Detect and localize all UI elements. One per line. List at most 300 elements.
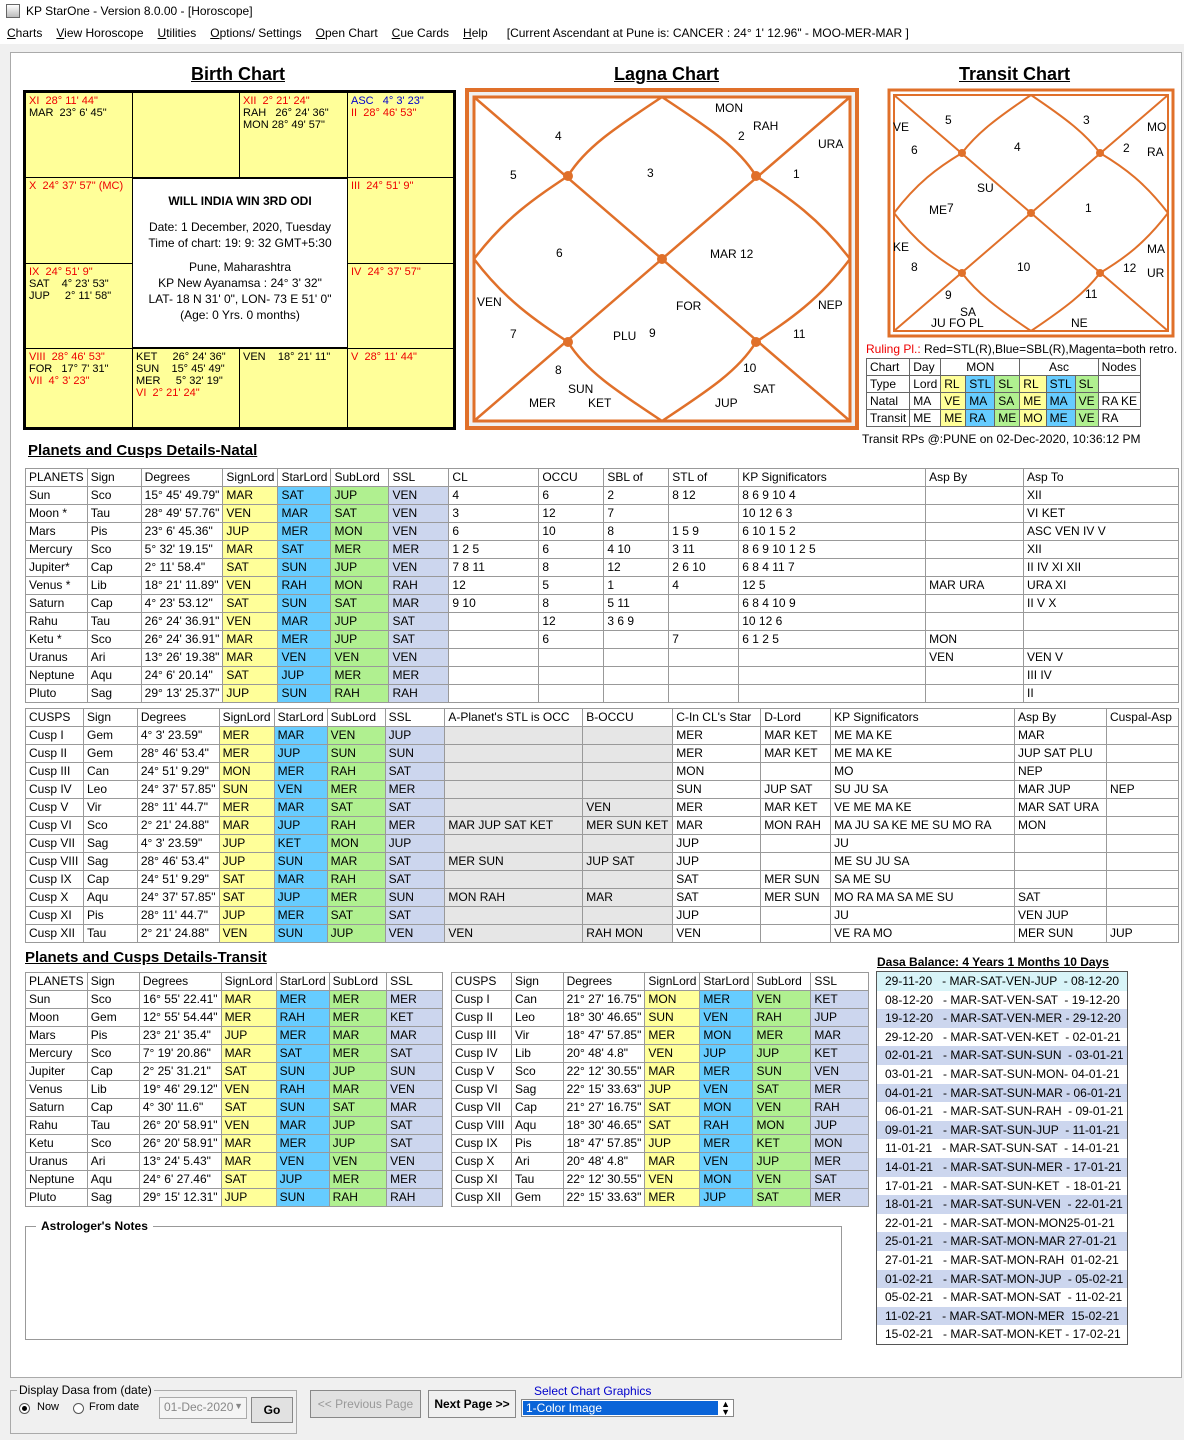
table-cell: SAT	[385, 799, 445, 817]
table-row[interactable]	[26, 781, 1179, 799]
table-row[interactable]	[452, 1135, 869, 1153]
previous-page-button[interactable]: << Previous Page	[310, 1390, 421, 1418]
table-cell: MAR JUP SAT KET	[445, 817, 583, 835]
chart-time: Time of chart: 19: 9: 32 GMT+5:30	[148, 236, 332, 250]
table-row[interactable]	[26, 799, 1179, 817]
table-row[interactable]	[452, 1009, 869, 1027]
natal-section-title: Planets and Cusps Details-Natal	[28, 442, 258, 459]
rp-cell: MA	[910, 393, 941, 410]
table-row[interactable]	[26, 1153, 443, 1171]
table-row[interactable]	[26, 667, 1179, 685]
table-cell: Tau	[87, 505, 141, 523]
table-cell: SUN	[219, 781, 274, 799]
table-cell: ME MA KE	[831, 745, 1015, 763]
table-cell: RAH	[331, 685, 389, 703]
natal-planets-table	[25, 468, 1179, 703]
table-cell	[445, 799, 583, 817]
table-cell: JUP	[753, 1045, 811, 1063]
table-cell: VEN	[221, 1117, 276, 1135]
table-row[interactable]	[26, 1027, 443, 1045]
table-cell: 1 5 9	[669, 523, 739, 541]
table-cell: MER	[274, 907, 327, 925]
table-cell: MER	[389, 541, 449, 559]
table-cell: MER	[329, 1171, 387, 1189]
column-header: CUSPS	[26, 709, 84, 727]
table-row[interactable]	[26, 745, 1179, 763]
lagna-label: NEP	[818, 298, 843, 312]
table-row[interactable]	[452, 1027, 869, 1045]
dasa-date-group	[10, 1383, 297, 1434]
table-cell: MON	[673, 763, 761, 781]
table-row[interactable]	[26, 487, 1179, 505]
table-cell: VEN	[385, 925, 445, 943]
table-cell	[1106, 763, 1178, 781]
table-cell: SAT	[223, 667, 278, 685]
table-cell: Pis	[87, 1027, 139, 1045]
table-cell: VEN	[645, 1045, 700, 1063]
table-row[interactable]	[26, 649, 1179, 667]
planet-label: VEN 18° 21' 11"	[243, 351, 331, 363]
table-row[interactable]	[26, 505, 1179, 523]
table-cell: 18° 30' 46.65"	[563, 1117, 645, 1135]
dasa-row[interactable]: 09-01-21 - MAR-SAT-SUN-JUP - 11-01-21	[877, 1121, 1127, 1140]
table-cell: MER	[700, 1135, 753, 1153]
table-cell: MON	[700, 1099, 753, 1117]
go-button[interactable]: Go	[251, 1397, 293, 1423]
table-cell: 10 12 6 3	[739, 505, 926, 523]
table-cell: 24° 6' 20.14"	[141, 667, 223, 685]
table-cell: MER	[276, 1027, 329, 1045]
table-cell	[1024, 631, 1179, 649]
menu-open-chart[interactable]: Open Chart	[315, 26, 378, 40]
table-cell: Cusp II	[26, 745, 84, 763]
menu-view-horoscope[interactable]: View Horoscope	[56, 26, 144, 40]
table-row[interactable]	[452, 1063, 869, 1081]
dasa-row[interactable]: 04-01-21 - MAR-SAT-SUN-MAR - 06-01-21	[877, 1084, 1127, 1103]
next-page-button[interactable]: Next Page >>	[428, 1390, 516, 1418]
table-cell: VEN	[753, 1171, 811, 1189]
table-cell: 1	[604, 577, 669, 595]
rp-cell: RA KE	[1098, 393, 1140, 410]
table-row[interactable]	[26, 595, 1179, 613]
dasa-row[interactable]: 27-01-21 - MAR-SAT-MON-RAH 01-02-21	[885, 1252, 1119, 1267]
column-header: Degrees	[139, 973, 221, 991]
dasa-list[interactable]	[876, 971, 1128, 1345]
table-cell: Sag	[87, 1189, 139, 1207]
table-cell: MON	[331, 523, 389, 541]
table-cell: MER SUN	[445, 853, 583, 871]
table-cell: VE RA MO	[831, 925, 1015, 943]
transit-planets-table	[25, 972, 443, 1207]
table-cell: JUP	[219, 835, 274, 853]
table-row[interactable]	[26, 889, 1179, 907]
table-cell: JUP	[645, 1081, 700, 1099]
table-cell: KET	[387, 1009, 443, 1027]
table-row[interactable]	[26, 523, 1179, 541]
dasa-row[interactable]: 29-11-20 - MAR-SAT-VEN-JUP - 08-12-20	[877, 972, 1127, 991]
table-cell: Sag	[83, 853, 137, 871]
table-cell: SUN	[645, 1009, 700, 1027]
table-cell: Uranus	[26, 649, 88, 667]
transit-rp-footer: Transit RPs @:PUNE on 02-Dec-2020, 10:36:12 PM	[862, 432, 1141, 446]
column-header: A-Planet's STL is OCC	[445, 709, 583, 727]
table-cell: VEN	[221, 1081, 276, 1099]
dasa-row[interactable]: 08-12-20 - MAR-SAT-VEN-SAT - 19-12-20	[885, 992, 1120, 1007]
lagna-label: URA	[818, 137, 844, 151]
table-cell: SAT	[219, 889, 274, 907]
table-cell: SAT	[221, 1171, 276, 1189]
dasa-row[interactable]: 01-02-21 - MAR-SAT-MON-JUP - 05-02-21	[877, 1270, 1127, 1289]
table-cell: Sag	[83, 835, 137, 853]
table-cell	[583, 745, 673, 763]
table-cell: Aqu	[87, 1171, 139, 1189]
spinner-arrows-icon[interactable]: ▲ ▼	[721, 1399, 730, 1417]
date-picker[interactable]	[159, 1397, 247, 1419]
rp-cell: VE	[941, 393, 966, 410]
table-row[interactable]	[26, 613, 1179, 631]
cusp-label: XII 2° 21' 24"	[243, 95, 310, 107]
radio-from-date[interactable]	[73, 1403, 84, 1414]
table-cell: 22° 15' 33.63"	[563, 1081, 645, 1099]
table-cell: VEN	[223, 577, 278, 595]
rp-cell: MA	[966, 393, 995, 410]
table-cell: MAR	[223, 631, 278, 649]
dasa-row[interactable]: 06-01-21 - MAR-SAT-SUN-RAH - 09-01-21	[885, 1104, 1124, 1119]
table-cell: MER	[329, 1045, 387, 1063]
table-cell: MON	[753, 1117, 811, 1135]
column-header: Degrees	[141, 469, 223, 487]
table-cell: 8	[539, 595, 604, 613]
dasa-row[interactable]: 25-01-21 - MAR-SAT-MON-MAR 27-01-21	[877, 1232, 1127, 1251]
table-cell: MER	[278, 631, 331, 649]
lagna-label: PLU	[613, 329, 637, 343]
table-cell: 4° 3' 23.59"	[137, 835, 219, 853]
table-cell: JUP	[645, 1135, 700, 1153]
table-cell: 24° 51' 9.29"	[137, 763, 219, 781]
table-row[interactable]	[26, 817, 1179, 835]
dasa-row[interactable]: 17-01-21 - MAR-SAT-SUN-KET - 18-01-21	[885, 1178, 1122, 1193]
table-cell: 8	[604, 523, 669, 541]
table-cell: XII	[1024, 487, 1179, 505]
chart-date: Date: 1 December, 2020, Tuesday	[148, 220, 332, 234]
table-cell: RAH	[387, 1189, 443, 1207]
dasa-row[interactable]: 11-02-21 - MAR-SAT-MON-MER 15-02-21	[877, 1307, 1127, 1326]
table-cell: Ketu *	[26, 631, 88, 649]
dasa-row[interactable]: 05-02-21 - MAR-SAT-MON-SAT - 11-02-21	[885, 1290, 1123, 1305]
table-row[interactable]	[26, 559, 1179, 577]
table-cell: JUP	[700, 1045, 753, 1063]
dasa-row[interactable]: 11-01-21 - MAR-SAT-SUN-SAT - 14-01-21	[885, 1141, 1120, 1156]
table-cell: VEN	[331, 649, 389, 667]
table-cell: Pis	[87, 523, 141, 541]
table-cell: Cusp IV	[26, 781, 84, 799]
table-cell: 6	[539, 631, 604, 649]
table-cell: NEP	[1106, 781, 1178, 799]
table-cell: VEN	[278, 649, 331, 667]
table-cell: JUP	[276, 1171, 329, 1189]
table-row[interactable]	[452, 1171, 869, 1189]
table-cell: 22° 12' 30.55"	[563, 1171, 645, 1189]
table-cell: 12	[449, 577, 539, 595]
table-row[interactable]	[452, 1153, 869, 1171]
table-cell: KET	[811, 1045, 869, 1063]
table-cell: SAT	[385, 907, 445, 925]
table-cell: SAT	[327, 907, 385, 925]
table-cell: SAT	[673, 889, 761, 907]
table-cell: Cusp VI	[452, 1081, 512, 1099]
table-cell: Cusp IV	[452, 1045, 512, 1063]
table-row[interactable]	[26, 1009, 443, 1027]
table-row[interactable]	[452, 1189, 869, 1207]
table-row[interactable]	[452, 1081, 869, 1099]
table-cell	[583, 835, 673, 853]
table-cell: Gem	[83, 727, 137, 745]
planet-label: MAR 23° 6' 45"	[29, 107, 107, 119]
lagna-chart-title: Lagna Chart	[614, 64, 720, 84]
table-cell: MER	[645, 1027, 700, 1045]
ascendant-info: [Current Ascendant at Pune is: CANCER : 24° 1' 12.96" - MOO-MER-MAR ]	[506, 26, 909, 40]
table-cell: 4° 30' 11.6"	[139, 1099, 221, 1117]
table-cell: SUN	[276, 1189, 329, 1207]
table-cell: 7	[669, 631, 739, 649]
table-cell: MER SUN	[761, 889, 831, 907]
table-row[interactable]	[452, 1099, 869, 1117]
dasa-row[interactable]: 18-01-21 - MAR-SAT-SUN-VEN - 22-01-21	[877, 1195, 1127, 1214]
table-cell: 2	[604, 487, 669, 505]
rp-cell: RA	[966, 410, 995, 427]
column-header: SubLord	[753, 973, 811, 991]
column-header: Asp To	[1024, 469, 1179, 487]
table-cell: RAH	[327, 871, 385, 889]
table-row[interactable]	[26, 907, 1179, 925]
table-row[interactable]	[26, 991, 443, 1009]
table-cell: 3 6 9	[604, 613, 669, 631]
table-cell: JUP	[753, 1153, 811, 1171]
dasa-row[interactable]: 02-01-21 - MAR-SAT-SUN-SUN - 03-01-21	[877, 1046, 1127, 1065]
rp-cell: MO	[1020, 410, 1046, 427]
menu-help[interactable]: Help	[463, 26, 488, 40]
table-cell: SAT	[389, 631, 449, 649]
table-cell: MAR	[276, 1117, 329, 1135]
table-row[interactable]	[26, 1189, 443, 1207]
table-cell: 28° 46' 53.4"	[137, 853, 219, 871]
table-cell: MON	[700, 1027, 753, 1045]
column-header: SSL	[389, 469, 449, 487]
table-cell: ME SU JU SA	[831, 853, 1015, 871]
table-cell: JUP	[274, 745, 327, 763]
table-row[interactable]	[26, 1117, 443, 1135]
table-cell: 28° 11' 44.7"	[137, 799, 219, 817]
table-cell: MER	[387, 1171, 443, 1189]
table-cell: VEN	[276, 1153, 329, 1171]
table-cell	[1106, 835, 1178, 853]
table-cell: MER	[331, 541, 389, 559]
table-cell: MER	[673, 799, 761, 817]
table-cell: 7° 19' 20.86"	[139, 1045, 221, 1063]
table-cell: JUP	[673, 853, 761, 871]
table-cell: VEN	[329, 1153, 387, 1171]
dasa-row[interactable]: 22-01-21 - MAR-SAT-MON-MON25-01-21	[885, 1215, 1115, 1230]
table-row[interactable]	[26, 1135, 443, 1153]
table-row[interactable]	[26, 1099, 443, 1117]
table-cell: MON	[645, 991, 700, 1009]
table-cell: Ari	[87, 649, 141, 667]
ruling-legend-text: Red=STL(R),Blue=SBL(R),Magenta=both retro.	[920, 342, 1178, 356]
astrologer-notes[interactable]	[25, 1219, 842, 1340]
table-cell: 28° 46' 53.4"	[137, 745, 219, 763]
lagna-label: 4	[555, 129, 562, 143]
table-row[interactable]	[452, 1117, 869, 1135]
table-cell: MON RAH	[445, 889, 583, 907]
rp-head: RL	[941, 376, 966, 393]
menu-cue-cards[interactable]: Cue Cards	[391, 26, 450, 40]
table-row[interactable]	[26, 1045, 443, 1063]
table-row[interactable]	[26, 835, 1179, 853]
dasa-row[interactable]: 15-02-21 - MAR-SAT-MON-KET - 17-02-21	[885, 1327, 1121, 1342]
table-cell: 26° 20' 58.91"	[139, 1135, 221, 1153]
table-cell: Pis	[83, 907, 137, 925]
table-row[interactable]	[26, 1171, 443, 1189]
table-cell	[761, 925, 831, 943]
rp-cell: Transit	[867, 410, 910, 427]
table-cell: MER	[673, 745, 761, 763]
table-cell: Vir	[83, 799, 137, 817]
table-row[interactable]	[452, 991, 869, 1009]
column-header: CUSPS	[452, 973, 512, 991]
cusp-label: III 24° 51' 9"	[351, 180, 414, 192]
column-header: STL of	[669, 469, 739, 487]
rp-cell: ME	[995, 410, 1020, 427]
dasa-row[interactable]: 14-01-21 - MAR-SAT-SUN-MER - 17-01-21	[877, 1158, 1127, 1177]
table-cell: Sco	[83, 817, 137, 835]
table-cell: Pluto	[26, 685, 88, 703]
table-cell: VEN	[926, 649, 1024, 667]
menu-options-settings[interactable]: Options/ Settings	[210, 26, 302, 40]
table-cell: MER	[274, 763, 327, 781]
table-cell	[539, 685, 604, 703]
menu-utilities[interactable]: Utilities	[157, 26, 197, 40]
table-cell: MER	[276, 991, 329, 1009]
table-cell: Can	[83, 763, 137, 781]
chart-graphics-select[interactable]	[521, 1399, 734, 1417]
table-cell: JUP	[673, 907, 761, 925]
table-cell: 24° 37' 57.85"	[137, 781, 219, 799]
table-row[interactable]	[26, 727, 1179, 745]
table-cell: VEN	[673, 925, 761, 943]
transit-label: 8	[911, 260, 918, 274]
table-cell: MER	[700, 1063, 753, 1081]
table-cell: SUN	[276, 1099, 329, 1117]
table-cell: II V X	[1024, 595, 1179, 613]
table-cell	[926, 505, 1024, 523]
table-row[interactable]	[26, 577, 1179, 595]
dasa-row[interactable]: 19-12-20 - MAR-SAT-VEN-MER - 29-12-20	[877, 1009, 1127, 1028]
table-row[interactable]	[26, 541, 1179, 559]
table-cell: VEN	[583, 799, 673, 817]
house-cell	[132, 348, 240, 428]
table-cell: 6	[449, 523, 539, 541]
column-header: CL	[449, 469, 539, 487]
table-cell: JUP	[331, 613, 389, 631]
table-cell: VEN	[327, 727, 385, 745]
table-cell: MON	[327, 835, 385, 853]
table-row[interactable]	[26, 1063, 443, 1081]
table-cell: Sco	[87, 631, 141, 649]
table-cell: JUP	[329, 1117, 387, 1135]
chart-name: WILL INDIA WIN 3RD ODI	[168, 194, 312, 208]
table-cell: SAT	[673, 871, 761, 889]
table-cell: Cap	[87, 1099, 139, 1117]
table-cell: SAT	[221, 1063, 276, 1081]
table-cell	[926, 667, 1024, 685]
table-cell: JUP	[219, 907, 274, 925]
rp-head: SL	[995, 376, 1020, 393]
table-row[interactable]	[26, 685, 1179, 703]
menu-charts[interactable]: Charts	[7, 26, 43, 40]
table-cell: MA JU SA KE ME SU MO RA	[831, 817, 1015, 835]
table-cell: VE ME MA KE	[831, 799, 1015, 817]
table-cell: MER	[389, 667, 449, 685]
table-cell: 6	[539, 541, 604, 559]
ruling-legend-label: Ruling Pl.:	[866, 342, 921, 356]
table-cell: 12	[539, 505, 604, 523]
chevron-down-icon: ▼	[234, 1401, 243, 1411]
table-row[interactable]	[26, 763, 1179, 781]
transit-label: 3	[1083, 113, 1090, 127]
table-cell	[926, 541, 1024, 559]
dasa-row[interactable]: 29-12-20 - MAR-SAT-VEN-KET - 02-01-21	[885, 1029, 1121, 1044]
table-row[interactable]	[26, 925, 1179, 943]
table-cell	[445, 781, 583, 799]
table-cell: SUN	[385, 745, 445, 763]
column-header: StarLord	[278, 469, 331, 487]
table-cell: 13° 26' 19.38"	[141, 649, 223, 667]
lagna-label: 2	[738, 129, 745, 143]
table-cell: MER SUN	[1015, 925, 1107, 943]
radio-now[interactable]	[19, 1403, 30, 1414]
table-cell: III IV	[1024, 667, 1179, 685]
table-cell: SUN	[387, 1063, 443, 1081]
table-cell: Cap	[87, 595, 141, 613]
table-cell	[1106, 871, 1178, 889]
table-cell: Sco	[87, 487, 141, 505]
house-cell	[25, 177, 133, 264]
table-cell: MAR	[583, 889, 673, 907]
table-cell: JUP	[223, 685, 278, 703]
transit-label: UR	[1147, 266, 1165, 280]
table-row[interactable]	[26, 631, 1179, 649]
table-cell: MER	[276, 1135, 329, 1153]
asc-label: ASC	[351, 95, 374, 107]
table-cell	[761, 853, 831, 871]
table-row[interactable]	[26, 871, 1179, 889]
table-cell: 3 11	[669, 541, 739, 559]
table-cell: RAH	[700, 1117, 753, 1135]
column-header: Asp By	[1015, 709, 1107, 727]
chart-graphics-label: Select Chart Graphics	[534, 1384, 652, 1398]
table-row[interactable]	[26, 853, 1179, 871]
rp-head: RL	[1020, 376, 1046, 393]
table-row[interactable]	[26, 1081, 443, 1099]
table-cell: RAH	[327, 817, 385, 835]
dasa-row[interactable]: 03-01-21 - MAR-SAT-SUN-MON- 04-01-21	[885, 1066, 1120, 1081]
column-header: B-OCCU	[583, 709, 673, 727]
table-cell	[445, 907, 583, 925]
table-row[interactable]	[452, 1045, 869, 1063]
rp-cell: ME	[1020, 393, 1046, 410]
column-header: SubLord	[327, 709, 385, 727]
table-cell: MON	[219, 763, 274, 781]
